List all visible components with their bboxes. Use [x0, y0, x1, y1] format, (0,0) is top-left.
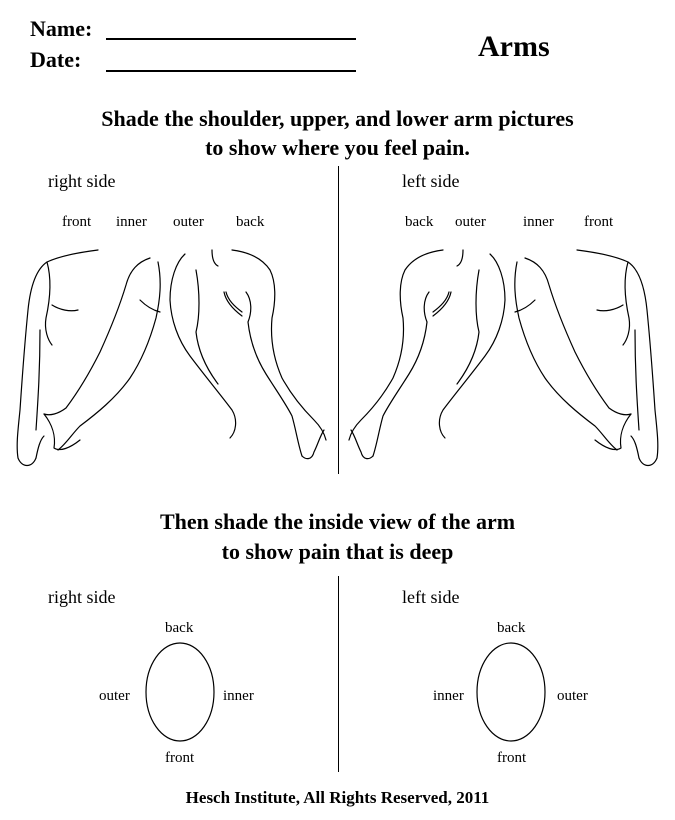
deep-left-bottom-label: front — [497, 750, 527, 766]
right-side-label: right side — [48, 171, 116, 191]
section2-heading-line1: Then shade the inside view of the arm — [159, 509, 516, 534]
right-view-back: back — [236, 214, 265, 230]
deep-left-left-label: inner — [433, 688, 464, 704]
section2-heading-line2: to show pain that is deep — [221, 539, 454, 564]
right-view-front: front — [62, 214, 92, 230]
date-label: Date: — [30, 47, 82, 72]
left-inner-arm-drawing[interactable] — [515, 258, 631, 450]
deep-left-side-label: left side — [402, 587, 460, 607]
right-arm-cross-section[interactable] — [146, 643, 214, 741]
left-arm-cross-section[interactable] — [477, 643, 545, 741]
left-view-front: front — [584, 214, 614, 230]
footer-copyright: Hesch Institute, All Rights Reserved, 2011 — [185, 788, 490, 807]
left-front-arm-drawing[interactable] — [577, 250, 658, 466]
right-outer-arm-drawing[interactable] — [170, 250, 242, 438]
right-back-arm-drawing[interactable] — [226, 250, 326, 459]
left-side-label: left side — [402, 171, 460, 191]
deep-right-bottom-label: front — [165, 750, 195, 766]
name-label: Name: — [30, 16, 93, 41]
left-back-arm-drawing[interactable] — [349, 250, 449, 459]
right-inner-arm-drawing[interactable] — [44, 258, 160, 450]
deep-left-right-label: outer — [557, 688, 588, 704]
section1-heading-line1: Shade the shoulder, upper, and lower arm pictures — [101, 106, 574, 131]
right-front-arm-drawing[interactable] — [17, 250, 98, 466]
page-title: Arms — [478, 30, 550, 63]
right-view-inner: inner — [116, 214, 147, 230]
deep-right-left-label: outer — [99, 688, 130, 704]
deep-right-side-label: right side — [48, 587, 116, 607]
deep-right-top-label: back — [165, 620, 194, 636]
left-view-inner: inner — [523, 214, 554, 230]
section1-heading-line2: to show where you feel pain. — [205, 135, 470, 160]
left-view-back: back — [405, 214, 434, 230]
right-view-outer: outer — [173, 214, 204, 230]
deep-left-top-label: back — [497, 620, 526, 636]
left-outer-arm-drawing[interactable] — [433, 250, 505, 438]
left-view-outer: outer — [455, 214, 486, 230]
deep-right-right-label: inner — [223, 688, 254, 704]
